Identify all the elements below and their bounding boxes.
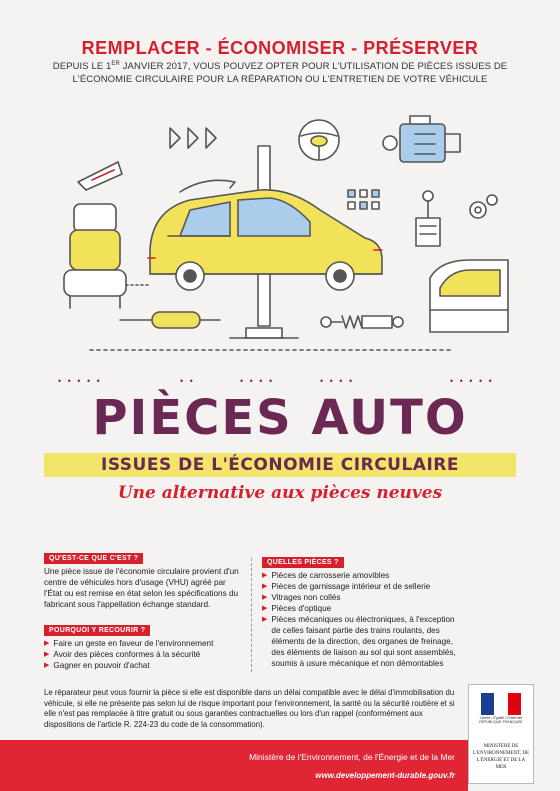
header-subtitle-line1: DEPUIS LE 1ER JANVIER 2017, VOUS POUVEZ OPTER POUR L'UTILISATION DE PIÈCES ISSUES DE <box>52 61 508 73</box>
list-item: ▶ Pièces d'optique <box>262 604 332 613</box>
list-item: ▶ Avoir des pièces conformes à la sécurité <box>44 650 201 659</box>
shock-absorber-icon <box>321 316 403 328</box>
section-label-which: QUELLES PIÈCES ? <box>262 557 344 568</box>
arrow-chevrons-icon <box>170 128 216 148</box>
car-door-icon <box>430 260 508 332</box>
dotted-decoration: • • • • • <box>450 376 494 386</box>
list-item: ▶ Vitrages non collés <box>262 593 341 602</box>
section-why-list <box>44 638 244 671</box>
list-item: ▶ Faire un geste en faveur de l'environnement <box>44 639 214 648</box>
gear-shift-icon <box>416 191 440 246</box>
column-divider <box>251 558 252 672</box>
exhaust-pipe-icon <box>120 312 220 328</box>
dotted-decoration: • • • • • <box>58 376 102 386</box>
title-banner-text: ISSUES DE L'ÉCONOMIE CIRCULAIRE <box>101 455 459 475</box>
footer-red-bar <box>0 740 468 791</box>
yellow-car-icon <box>148 180 382 290</box>
french-flag-icon <box>481 693 521 715</box>
dotted-decoration: • • • • <box>320 376 355 386</box>
engine-block-icon <box>383 116 460 162</box>
tail-light-icon <box>78 162 122 190</box>
car-seat-icon <box>64 204 126 308</box>
section-which-list <box>262 570 462 669</box>
logo-republic: RÉPUBLIQUE FRANÇAISE <box>479 720 523 724</box>
steering-wheel-icon <box>299 120 339 160</box>
ministry-line: Ministère de l'Environnement, de l'Énergie et de la Mer <box>249 752 455 762</box>
section-what-text: Une pièce issue de l'économie circulaire provient d'un centre de véhicules hors d'usage (VHU) agréé par l'État ou est remise en état selon les spécifications du fabricant sous l'appellation échange standard. <box>44 567 239 609</box>
list-item: ▶ Pièces de garnissage intérieur et de sellerie <box>262 582 431 591</box>
car-parts-illustration <box>30 110 530 365</box>
section-label-what: QU'EST-CE QUE C'EST ? <box>44 553 143 564</box>
header-subtitle-line2: L'ÉCONOMIE CIRCULAIRE POUR LA RÉPARATION OU L'ENTRETIEN DE VOTRE VÉHICULE <box>72 74 488 85</box>
main-title: PIÈCES AUTO <box>92 390 468 446</box>
dotted-decoration: • • • • <box>240 376 275 386</box>
tagline: Une alternative aux pièces neuves <box>117 483 443 503</box>
list-item: ▶ Pièces de carrosserie amovibles <box>262 571 390 580</box>
logo-motto: Liberté • Égalité • Fraternité <box>479 716 523 720</box>
gears-icon <box>470 195 497 218</box>
list-item: ▶ Gagner en pouvoir d'achat <box>44 661 150 670</box>
website-link[interactable]: www.developpement-durable.gouv.fr <box>315 771 455 780</box>
small-squares-icon <box>348 190 379 209</box>
list-item: ▶ Pièces mécaniques ou électroniques, à l'exception de celles faisant partie des trains roulants, des éléments de la direction, des organes de freinage, des éléments de liaison au sol qui sont assemblés, soumis à usure mécanique et non démontables <box>262 615 456 668</box>
header-title: REMPLACER - ÉCONOMISER - PRÉSERVER <box>81 38 479 58</box>
footer-legal-text: Le réparateur peut vous fournir la pièce si elle est disponible dans un délai compatible avec le délai d'immobilisation du véhicule, si elle ne présente pas selon lui de risque important pour l'environnement, la santé ou la sécurité routière et si elle n'est pas remplacée à titre gratuit ou sous garanties contractuelles ou lors d'un rappel (conformément aux dispositions de l'article R. 224-23 du code de la consommation). <box>44 688 455 729</box>
government-logo <box>468 684 534 784</box>
logo-ministry: MINISTÈRE DE L'ENVIRONNEMENT, DE L'ÉNERGIE ET DE LA MER <box>472 744 530 770</box>
section-label-why: POURQUOI Y RECOURIR ? <box>44 625 150 636</box>
dotted-decoration: • • <box>180 376 195 386</box>
